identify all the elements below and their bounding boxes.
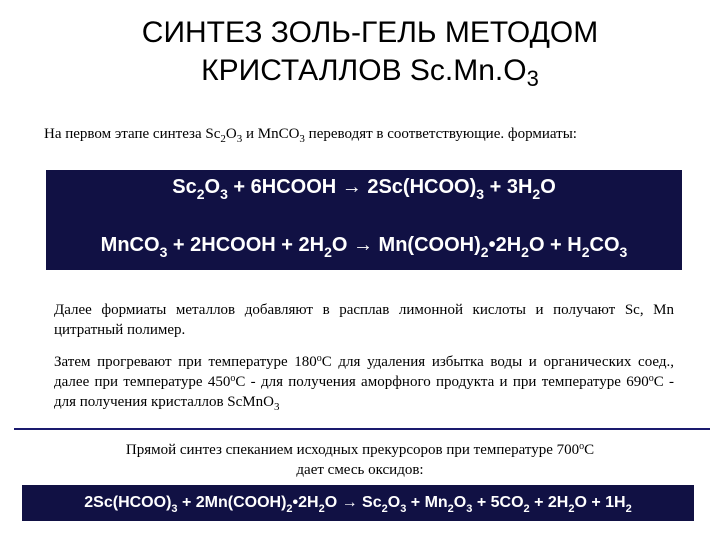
direct-part: Прямой синтез спеканием исходных прекурсоров при температуре 700	[125, 442, 580, 458]
eq-part: + 2HCOOH + 2H	[167, 234, 325, 256]
eq-subscript: 3	[619, 244, 628, 260]
eq-subscript: 2	[625, 503, 632, 515]
degree-sign: o	[579, 441, 585, 452]
title-line-1: СИНТЕЗ ЗОЛЬ-ГЕЛЬ МЕТОДОМ	[141, 16, 599, 49]
intro-text	[44, 124, 720, 144]
direct-synthesis-text	[20, 440, 700, 480]
eq-subscript: 3	[466, 503, 473, 515]
eq-part: •2H	[488, 234, 522, 256]
arrow-icon: →	[341, 494, 358, 511]
para-subscript: 3	[273, 401, 280, 413]
para-part: Затем прогревают при температуре 180	[54, 354, 317, 370]
arrow-icon: →	[353, 234, 373, 256]
eq-subscript: 2	[568, 503, 575, 515]
eq-part: + 6HCOOH	[227, 176, 342, 198]
eq-part: MnCO	[100, 234, 160, 256]
eq-part: + 5CO	[472, 494, 524, 511]
title-line-2-text: КРИСТАЛЛОВ Sc.Mn.O	[201, 54, 527, 87]
intro-part: O	[225, 126, 237, 142]
eq-part: O	[331, 234, 353, 256]
eq-part: O	[453, 494, 467, 511]
equation-3-bar	[22, 485, 694, 521]
para-part: С - для получения кристаллов ScMnO	[54, 374, 675, 410]
eq-subscript: 2	[523, 503, 530, 515]
eq-subscript: 2	[581, 244, 590, 260]
eq-part: O	[387, 494, 401, 511]
eq-part: + 2H	[529, 494, 569, 511]
eq-part: + Mn	[406, 494, 448, 511]
eq-subscript: 2	[324, 244, 332, 260]
paragraph-heating	[54, 352, 674, 412]
eq-part: Mn(COOH)	[373, 234, 481, 256]
intro-part: На первом этапе синтеза Sc	[44, 126, 221, 142]
eq-part: Sc	[172, 176, 197, 198]
eq-part: + 3H	[484, 176, 533, 198]
paragraph-citrate: Далее формиаты металлов добавляют в расплав лимонной кислоты и получают Sc, Mn цитратный полимер.	[54, 302, 674, 338]
degree-sign: o	[316, 353, 322, 364]
eq-part: O	[540, 176, 556, 198]
eq-part: O + H	[528, 234, 582, 256]
degree-sign: o	[648, 373, 654, 384]
title-line-2	[0, 52, 720, 98]
intro-part: и MnCO	[242, 126, 300, 142]
direct-part: С	[584, 442, 595, 458]
eq-subscript: 2	[381, 503, 388, 515]
equation-2	[46, 234, 682, 260]
eq-subscript: 3	[400, 503, 407, 515]
eq-part: •2H	[292, 494, 319, 511]
eq-subscript: 3	[159, 244, 168, 260]
direct-line-2: дает смесь оксидов:	[296, 462, 424, 478]
intro-subscript: 3	[236, 133, 243, 145]
eq-subscript: 3	[476, 186, 485, 202]
eq-part: + 2Mn(COOH)	[177, 494, 287, 511]
intro-subscript: 3	[299, 133, 305, 145]
equation-1	[46, 176, 682, 202]
eq-part: O	[324, 494, 342, 511]
section-divider	[14, 428, 710, 430]
eq-subscript: 2	[532, 186, 541, 202]
eq-part: 2Sc(HCOO)	[84, 494, 172, 511]
para-part: С для удаления избытка воды и органических соед., далее при температуре 450	[54, 354, 674, 390]
direct-line-1	[20, 440, 700, 460]
equation-box	[46, 170, 682, 270]
eq-part: O + 1H	[574, 494, 626, 511]
eq-subscript: 3	[220, 186, 228, 202]
intro-part: переводят в соответствующие. формиаты:	[304, 126, 577, 142]
eq-subscript: 2	[480, 244, 489, 260]
eq-subscript: 2	[286, 503, 293, 515]
eq-subscript: 3	[171, 503, 178, 515]
degree-sign: o	[230, 373, 236, 384]
eq-part: CO	[589, 234, 620, 256]
eq-subscript: 2	[196, 186, 205, 202]
arrow-icon: →	[341, 176, 362, 198]
eq-subscript: 2	[447, 503, 454, 515]
slide-title	[0, 14, 720, 98]
eq-part: 2Sc(HCOO)	[361, 176, 477, 198]
eq-subscript: 2	[521, 244, 529, 260]
para-part: С - для получения аморфного продукта и при температуре 690	[235, 374, 649, 390]
eq-part: Sc	[357, 494, 382, 511]
eq-subscript: 2	[318, 503, 325, 515]
eq-part: O	[204, 176, 221, 198]
intro-subscript: 2	[220, 133, 226, 145]
title-subscript: 3	[526, 66, 539, 91]
